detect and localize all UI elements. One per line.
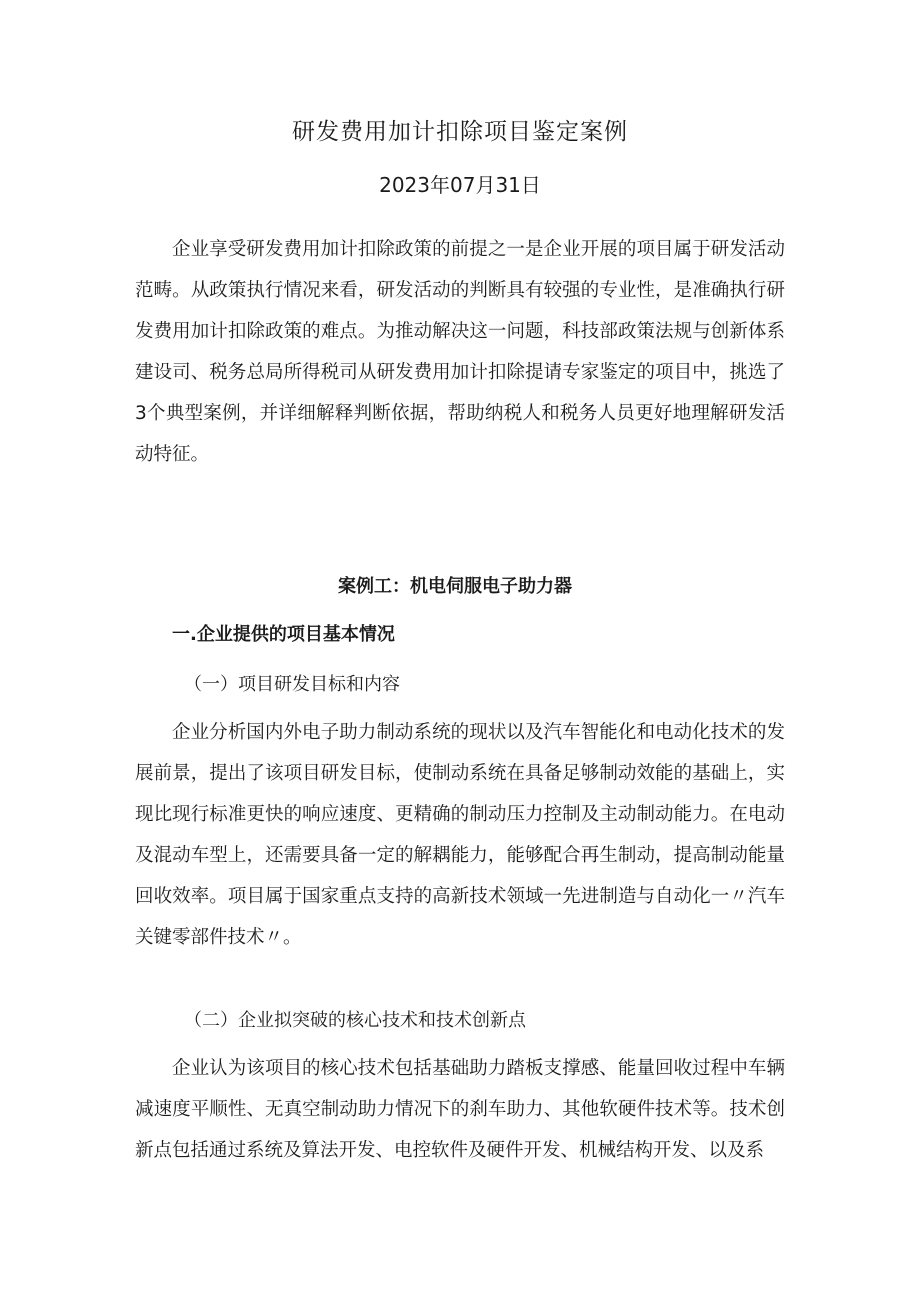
document-title: 研发费用加计扣除项目鉴定案例 [292, 119, 628, 145]
goals-paragraph: 企业分析国内外电子助力制动系统的现状以及汽车智能化和电动化技术的发展前景，提出了该项目研发目标，使制动系统在具备足够制动效能的基础上，实现比现行标准更快的响应速度、更精确的制动压力控制及主动制动能力。在电动及混动车型上，还需要具备一定的解耦能力，能够配合再生制动，提高制动能量回收效率。项目属于国家重点支持的高新技术领域一先进制造与自动化一〃汽车关键零部件技术〃。 [135, 722, 785, 948]
section-heading: 一.企业提供的项目基本情况 [172, 624, 395, 645]
case-title: 案例工：机电伺服电子助力器 [338, 576, 572, 597]
subsection-heading-innovation: （二）企业拟突破的核心技术和技术创新点 [184, 1010, 526, 1031]
innovation-paragraph: 企业认为该项目的核心技术包括基础助力踏板支撑感、能量回收过程中车辆减速度平顺性、无真空制动助力情况下的刹车助力、其他软硬件技术等。技术创新点包括通过系统及算法开发、电控软件及硬件开发、机械结构开发、以及系 [135, 1058, 785, 1161]
subsection-heading-goals: （一）项目研发目标和内容 [184, 674, 400, 695]
intro-paragraph: 企业享受研发费用加计扣除政策的前提之一是企业开展的项目属于研发活动范畴。从政策执行情况来看，研发活动的判断具有较强的专业性，是准确执行研发费用加计扣除政策的难点。为推动解决这一问题，科技部政策法规与创新体系建设司、税务总局所得税司从研发费用加计扣除提请专家鉴定的项目中，挑选了3个典型案例，并详细解释判断依据，帮助纳税人和税务人员更好地理解研发活动特征。 [135, 239, 785, 465]
document-date: 2023年07月31日 [379, 173, 541, 197]
